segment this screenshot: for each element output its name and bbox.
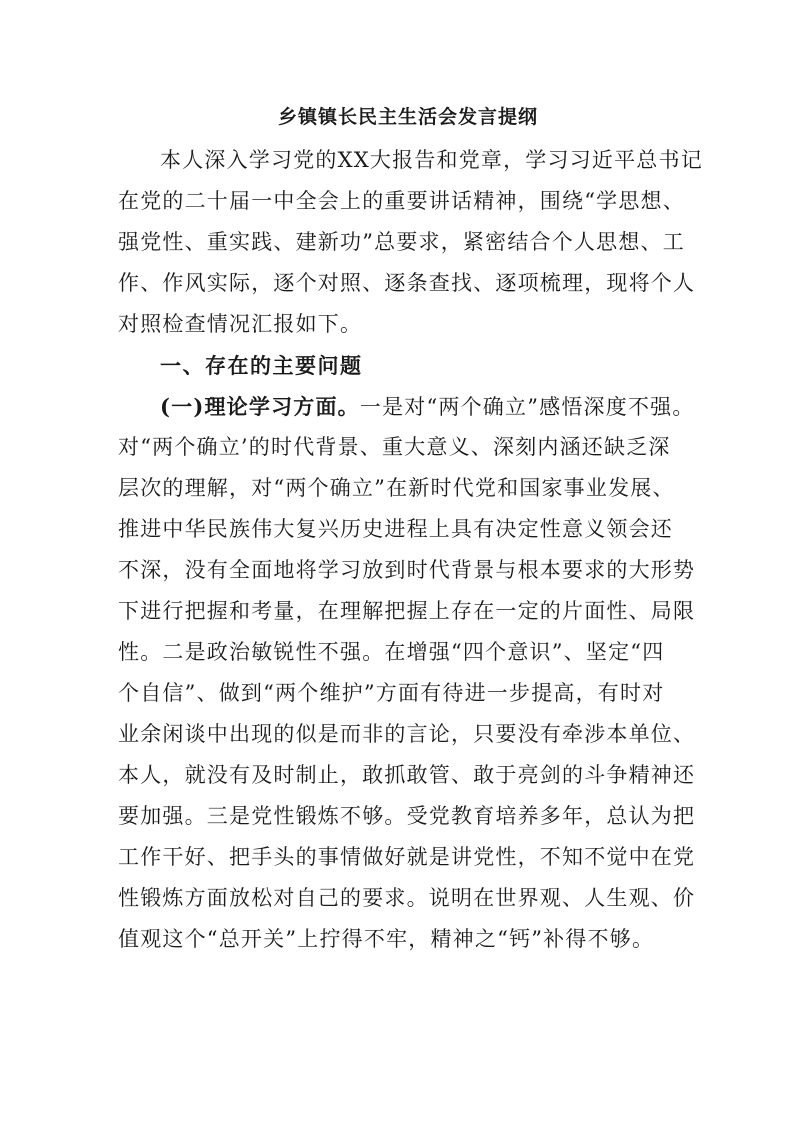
- body-line: 本人，就没有及时制止，敢抓敢管、敢于亮剑的斗争精神还: [118, 763, 696, 787]
- subsection-first-line-text: 一是对“两个确立”感悟深度不强。: [359, 395, 695, 419]
- body-line: 对“两个确立’的时代背景、重大意义、深刻内涵还缺乏深: [118, 435, 671, 459]
- body-line: 个自信”、做到“两个维护”方面有待进一步提高，有时对: [118, 681, 665, 705]
- intro-line-5: 对照检查情况汇报如下。: [118, 312, 363, 336]
- body-line: 下进行把握和考量，在理解把握上存在一定的片面性、局限: [118, 599, 696, 623]
- intro-line-1: 本人深入学习党的XX大报告和党章，学习习近平总书记: [160, 148, 703, 172]
- subsection-label: (一)理论学习方面。: [160, 394, 360, 419]
- body-line: 值观这个“总开关”上拧得不牢，精神之“钙”补得不够。: [118, 927, 655, 951]
- subsection-first-line: [118, 386, 695, 427]
- document-title: 乡镇镇长民主生活会发言提纲: [277, 106, 538, 128]
- body-line: 层次的理解，对“两个确立”在新时代党和国家事业发展、: [118, 476, 675, 500]
- intro-line-2: 在党的二十届一中全会上的重要讲话精神，围绕“学思想、: [118, 189, 685, 213]
- intro-line-3: 强党性、重实践、建新功”总要求，紧密结合个人思想、工: [118, 230, 685, 254]
- body-line: 性锻炼方面放松对自己的要求。说明在世界观、人生观、价: [118, 886, 696, 910]
- body-line: 要加强。三是党性锻炼不够。受党教育培养多年，总认为把: [118, 804, 696, 828]
- body-line: 业余闲谈中出现的似是而非的言论，只要没有牵涉本单位、: [118, 722, 696, 746]
- body-line: 工作干好、把手头的事情做好就是讲党性，不知不觉中在党: [118, 845, 696, 869]
- document-page: [118, 100, 703, 960]
- body-line: 推进中华民族伟大复兴历史进程上具有决定性意义领会还: [118, 517, 673, 541]
- intro-line-4: 作、作风实际，逐个对照、逐条查找、逐项梳理，现将个人: [118, 271, 696, 295]
- body-line: 不深，没有全面地将学习放到时代背景与根本要求的大形势: [118, 558, 696, 582]
- section-heading: 一、存在的主要问题: [160, 353, 363, 378]
- body-line: 性。二是政治敏锐性不强。在增强“四个意识”、坚定“四: [118, 640, 665, 664]
